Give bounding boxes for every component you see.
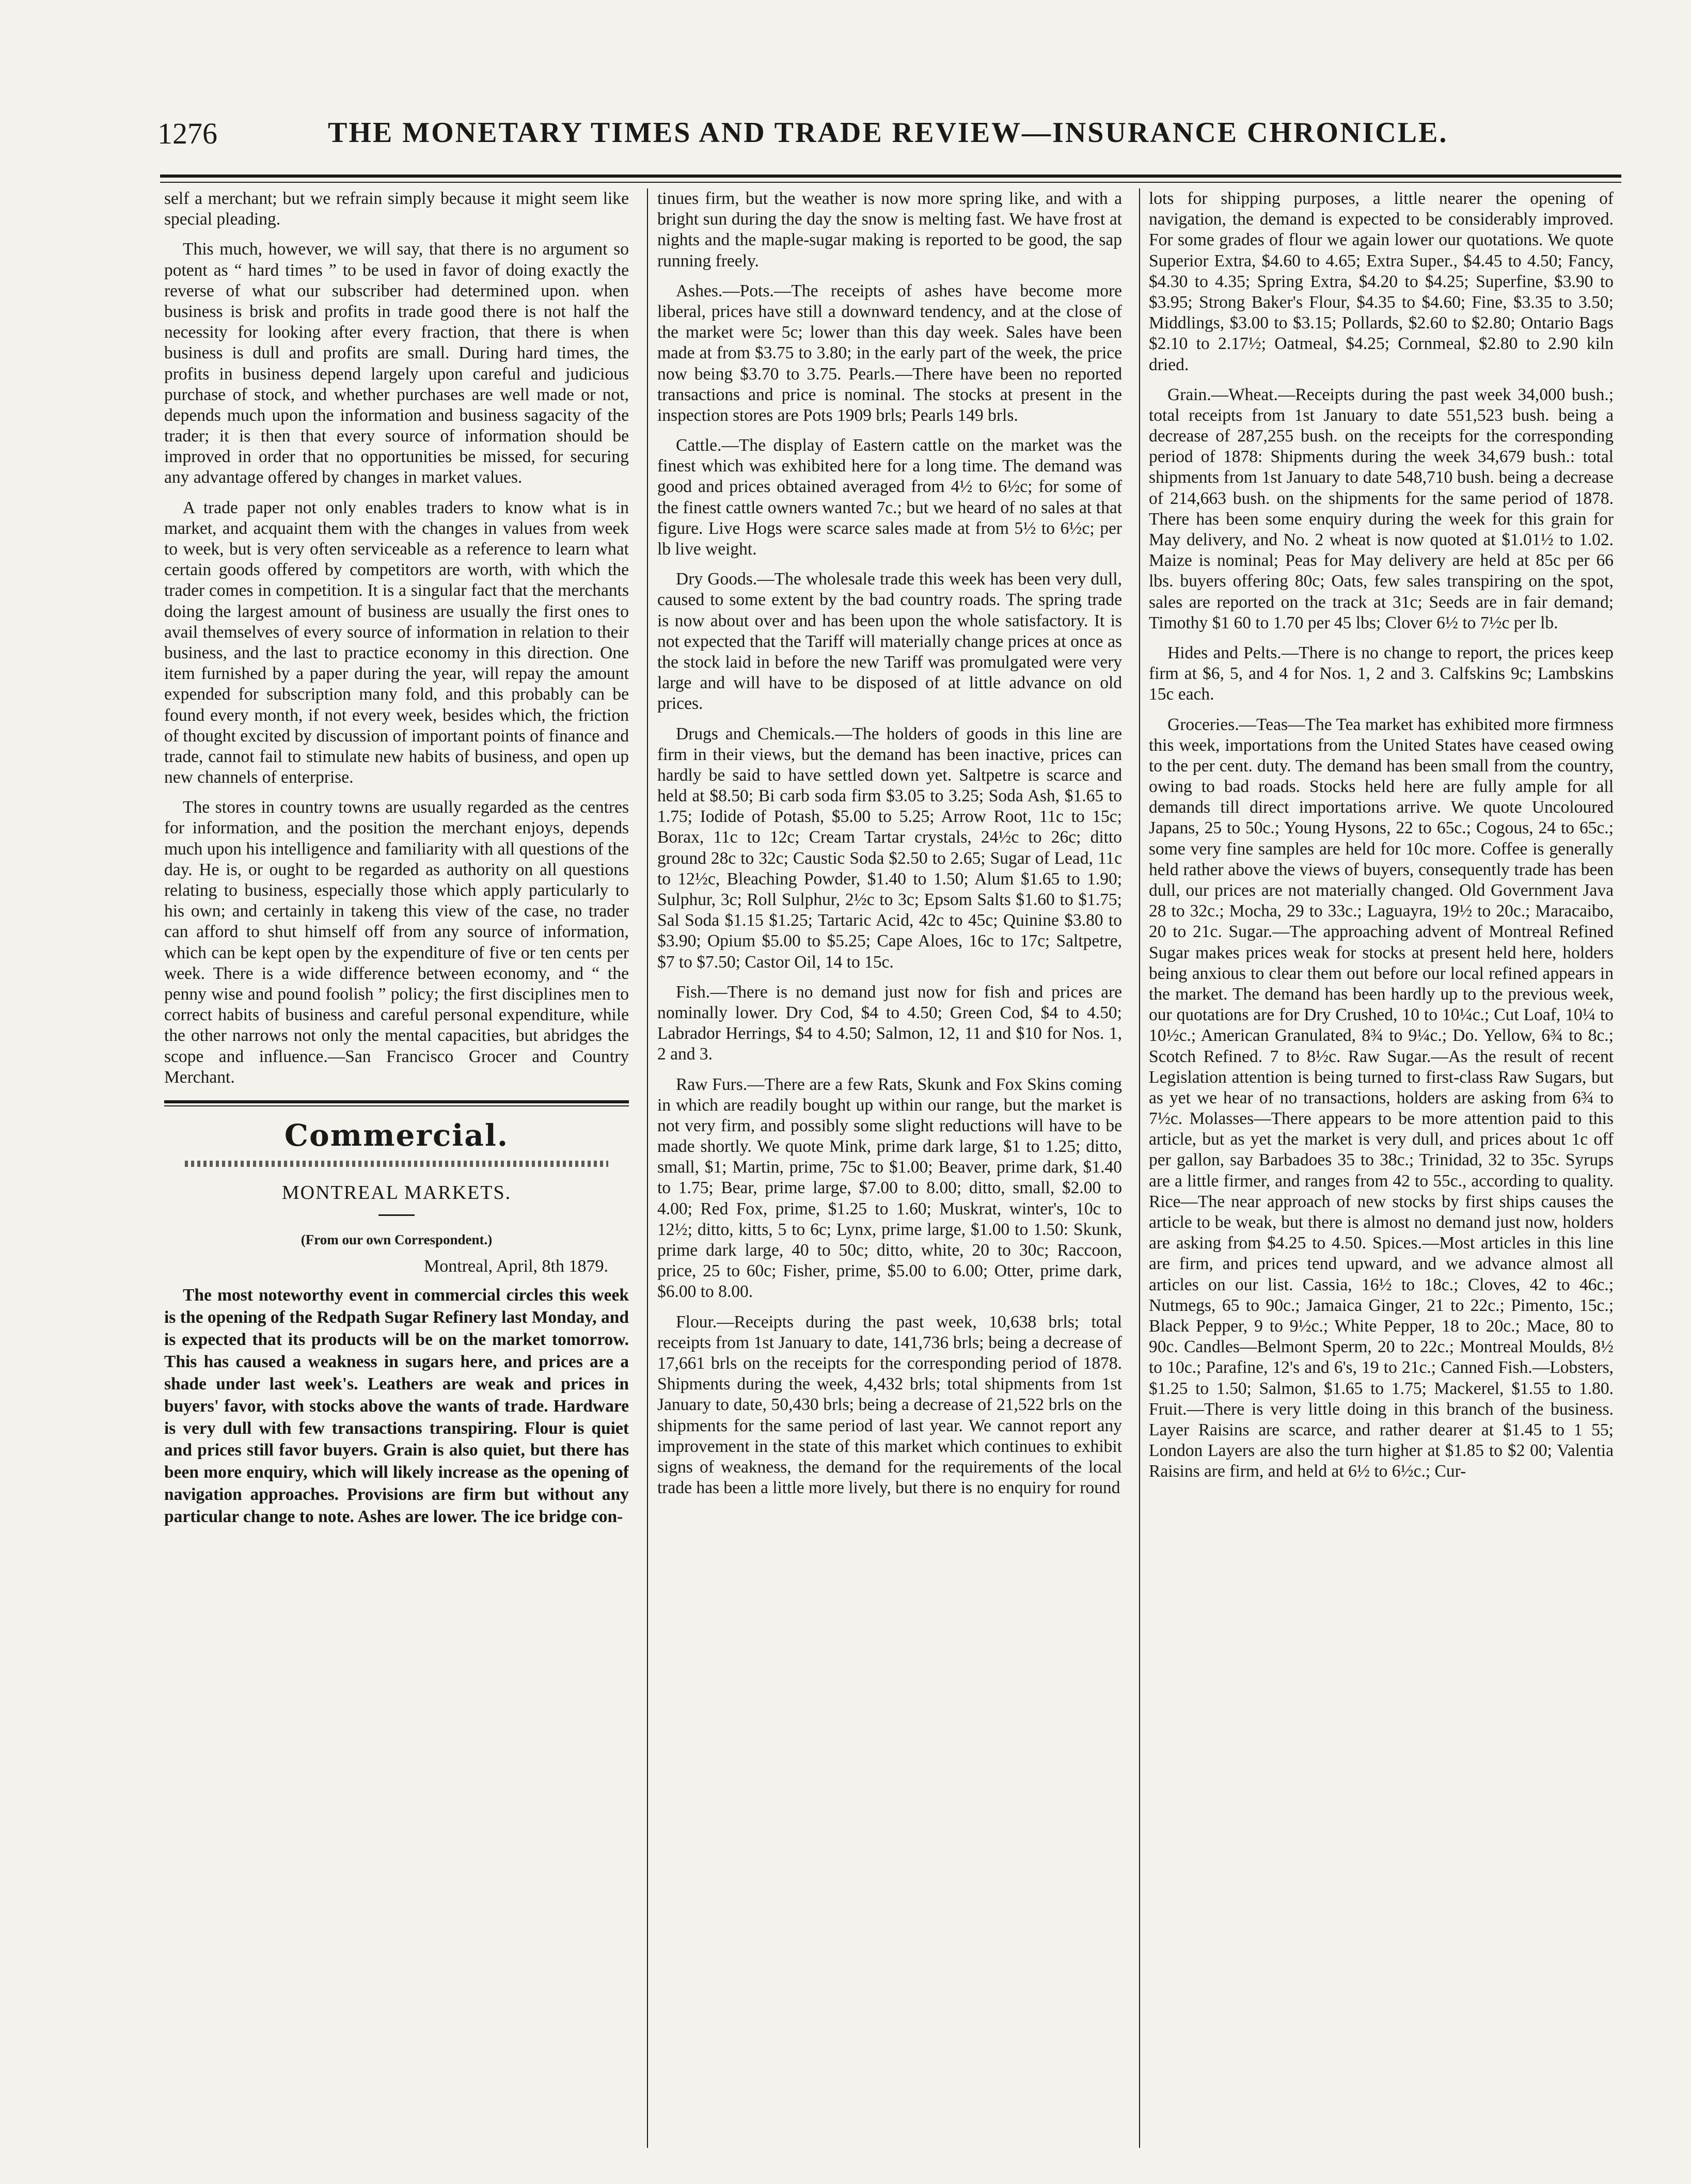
paragraph: lots for shipping purposes, a little nearer the opening of navigation, the demand is expected to be considerably improved. For some grades of flour we again lower our quotations. We quote Superior Extra, $4.60 to 4.65; Extra Super., $4.45 to 4.50; Fancy, $4.30 to 4.35; Spring Extra, $4.20 to $4.25; Superfine, $3.90 to $3.95; Strong Baker's Flour, $4.35 to $4.60; Fine, $3.35 to 3.50; Middlings, $3.00 to $3.15; Pollards, $2.60 to $2.80; Ontario Bags $2.10 to 2.17½; Oatmeal, $4.25; Cornmeal, $2.80 to 2.90 kiln dried.: [1149, 189, 1614, 374]
fish-paragraph: Fish.—There is no demand just now for fish and prices are nominally lower. Dry Cod, $4 to 4.50; Green Cod, $4 to 4.50; Labrador Herrings, $4 to 4.50; Salmon, 12, 11 and $10 for Nos. 1, 2 and 3.: [657, 982, 1122, 1064]
dateline: Montreal, April, 8th 1879.: [424, 1257, 608, 1276]
dry-goods-paragraph: Dry Goods.—The wholesale trade this week has been very dull, caused to some extent by the bad country roads. The spring trade is now about over and has been upon the whole satisfactory. It is not expected that the Tariff will materially change prices at once as the stock laid in before the new Tariff was promulgated were very large and will have to be disposed of at little advance on old prices.: [657, 569, 1122, 714]
short-divider: [378, 1214, 415, 1216]
paragraph: The most noteworthy event in commercial circles this week is the opening of the Redpath Sugar Refinery last Monday, and is expected that its products will be on the market tomorrow. This has caused a weakness in sugars here, and prices are a shade under last week's. Leathers are weak and prices in buyers' favor, with stocks above the wants of trade. Hardware is very dull with few transactions transpiring. Flour is quiet and prices still favor buyers. Grain is also quiet, but there has been more enquiry, which will likely increase as the opening of navigation approaches. Provisions are firm but without any particular change to note. Ashes are lower. The ice bridge con-: [164, 1286, 629, 1526]
hides-paragraph: Hides and Pelts.—There is no change to report, the prices keep firm at $6, 5, and 4 for Nos. 1, 2 and 3. Calfskins 9c; Lambskins 15c each.: [1149, 643, 1614, 704]
grain-paragraph: Grain.—Wheat.—Receipts during the past week 34,000 bush.; total receipts from 1st January to date 551,523 bush. being a decrease of 287,255 bush. on the receipts for the corresponding period of 1878: Shipments during the week 34,679 bush.: total shipments from 1st January to date 548,710 bush. being a decrease of 214,663 bush. on the shipments for the same period of 1878. There has been some enquiry during the week for this grain for May delivery, and No. 2 wheat is now quoted at $1.01½ to 1.02. Maize is nominal; Peas for May delivery are held at 85c per 66 lbs. buyers offering 80c; Oats, few sales transpiring on the spot, sales are reported on the track at 31c; Seeds are in fair demand; Timothy $1 60 to 1.70 per 45 lbs; Clover 6½ to 7½c per lb.: [1149, 385, 1614, 632]
cattle-paragraph: Cattle.—The display of Eastern cattle on the market was the finest which was exhibited here for a long time. The demand was good and prices obtained averaged from 4½ to 6½c; for some of the finest cattle owners wanted 7c.; but we heard of no sales at that figure. Live Hogs were scarce sales made at from 5½ to 6½c; per lb live weight.: [657, 436, 1122, 559]
column-1: [164, 188, 629, 2145]
groceries-paragraph: Groceries.—Teas—The Tea market has exhibited more firmness this week, importations from the United States have ceased owing to the per cent. duty. The demand has been small from the country, owing to bad roads. Stocks held here are fully ample for all demands till direct importations arrive. We quote Uncoloured Japans, 25 to 50c.; Young Hysons, 22 to 65c.; Cogous, 24 to 65c.; some very fine samples are held for 10c more. Coffee is generally held rather above the views of buyers, consequently trade has been dull, our prices are not materially changed. Old Government Java 28 to 32c.; Mocha, 29 to 33c.; Laguayra, 19½ to 20c.; Maracaibo, 20 to 21c. Sugar.—The approaching advent of Montreal Refined Sugar makes prices weak for stocks at present held here, holders being anxious to clear them out before our local refined appears in the market. The demand has been hardly up to the previous week, our quotations are for Dry Crushed, 10 to 10¼c.; Cut Loaf, 10¼ to 10½c.; American Granulated, 8¾ to 9¼c.; Do. Yellow, 6¾ to 8c.; Scotch Refined. 7 to 8½c. Raw Sugar.—As the result of recent Legislation attention is being turned to first-class Raw Sugars, but as yet we hear of no transactions, holders are asking from 6¾ to 7½c. Molasses—There appears to be more attention paid to this article, but as yet the market is very dull, and prices about 1c off per gallon, say Barbadoes 35 to 38c.; Trinidad, 32 to 35c. Syrups are a little firmer, and ranges from 42 to 55c., according to quality. Rice—The near approach of new stocks by first ships causes the article to be weak, but there is almost no demand just now, holders are asking from $4.25 to 4.50. Spices.—Most articles in this line are firm, and prices tend upward, and we advance almost all articles on our list. Cassia, 16½ to 18c.; Cloves, 42 to 46c.; Nutmegs, 65 to 90c.; Jamaica Ginger, 21 to 22c.; Pimento, 15c.; Black Pepper, 9 to 9½c.; White Pepper, 18 to 20c.; Mace, 80 to 90c. Candles—Belmont Sperm, 20 to 22c.; Montreal Moulds, 8½ to 10c.; Parafine, 12's and 6's, 19 to 21c.; Canned Fish.—Lobsters, $1.25 to 1.50; Salmon, $1.65 to 1.75; Mackerel, $1.55 to 1.80. Fruit.—There is very little doing in this branch of the business. Layer Raisins are scarce, and rather dearer at $1.45 to 1 55; London Layers are also the turn higher at $1.85 to $2 00; Valentia Raisins are firm, and held at 6½ to 6½c.; Cur-: [1149, 715, 1614, 1481]
column-divider: [1139, 188, 1140, 2148]
page-header: [157, 116, 1577, 165]
column-3: [1149, 188, 1614, 2145]
header-rule-thin: [160, 182, 1621, 183]
wavy-divider: [185, 1161, 608, 1167]
section-rule-thin: [164, 1105, 629, 1106]
correspondent-note: (From our own Correspondent.): [301, 1232, 493, 1248]
column-2: [657, 188, 1122, 2145]
paragraph: The stores in country towns are usually regarded as the centres for information, and the position the merchant enjoys, depends much upon his intelligence and familiarity with all questions of the day. He is, or ought to be regarded as authority on all questions relating to business, especially those which apply particularly to his own; and certainly in takeng this view of the case, no trader can afford to shut himself off from any source of information, which can be kept open by the expenditure of five or ten cents per week. There is a wide difference between economy, and “ the penny wise and pound foolish ” policy; the first disciplines men to correct habits of business and careful personal expenditure, while the other narrows not only the mental capacities, but abridges the scope and influence.—San Francisco Grocer and Country Merchant.: [164, 798, 629, 1087]
paragraph: This much, however, we will say, that there is no argument so potent as “ hard times ” to be used in favor of doing exactly the reverse of what our subscriber had determined upon. when business is brisk and profits in trade good there is not half the necessity for looking after every fraction, that there is when business is dull and profits are small. During hard times, the profits in business depend largely upon careful and judicious purchase of stock, and whether purchases are well made or not, depends much upon the information and business sagacity of the trader; it is then that every source of information should be improved in order that no opportunities be missed, for securing any advantage offered by changes in market values.: [164, 240, 629, 487]
column-divider: [647, 188, 648, 2148]
flour-paragraph: Flour.—Receipts during the past week, 10,638 brls; total receipts from 1st January to date, 141,736 brls; being a decrease of 17,661 brls on the receipts for the corresponding period of 1878. Shipments during the week, 4,432 brls; total shipments from 1st January to date, 50,430 brls; being a decrease of 21,522 brls on the shipments for the same period of last year. We cannot report any improvement in the state of this market which continues to exhibit signs of weakness, the demand for the requirements of the local trade has been a little more lively, but there is no enquiry for round: [657, 1312, 1122, 1498]
header-rule: [160, 175, 1621, 178]
ashes-paragraph: Ashes.—Pots.—The receipts of ashes have become more liberal, prices have still a downward tendency, and at the close of the market were 5c; lower than this day week. Sales have been made at from $3.75 to 3.80; in the early part of the week, the price now being $3.70 to 3.75. Pearls.—There have been no reported transactions and price is nominal. The stocks at present in the inspection stores are Pots 1909 brls; Pearls 149 brls.: [657, 281, 1122, 425]
section-rule: [164, 1100, 629, 1103]
raw-furs-paragraph: Raw Furs.—There are a few Rats, Skunk and Fox Skins coming in which are readily bought up within our range, but the market is not very firm, and possibly some slight reductions will have to be made shortly. We quote Mink, prime dark large, $1 to 1.25; ditto, small, $1; Martin, prime, 75c to $1.00; Beaver, prime dark, $1.40 to 1.75; Bear, prime large, $7.00 to 8.00; ditto, small, $2.00 to 4.00; Red Fox, prime, $1.25 to 1.60; Muskrat, winter's, 10c to 12½; ditto, kitts, 5 to 6c; Lynx, prime large, $1.00 to 1.50: Skunk, prime dark large, 40 to 50c; ditto, white, 20 to 30c; Raccoon, price, 25 to 60c; Fisher, prime, $5.00 to 6.00; Otter, prime dark, $6.00 to 8.00.: [657, 1074, 1122, 1302]
paragraph: A trade paper not only enables traders to know what is in market, and acquaint them with the changes in values from week to week, but is very often serviceable as a reference to learn what certain goods offered by competitors are worth, with which the trader comes in competition. It is a singular fact that the merchants doing the largest amount of business are usually the first ones to avail themselves of every source of information in relation to their business, and the last to practice economy in this direction. One item furnished by a paper during the year, will repay the amount expended for subscription many fold, and this probably can be found every month, if not every week, besides which, the friction of thought excited by discussion of important points of finance and trade, cannot fail to stimulate new habits of business, and open up new channels of enterprise.: [164, 498, 629, 787]
paragraph: self a merchant; but we refrain simply because it might seem like special pleading.: [164, 189, 629, 229]
page-number: 1276: [157, 117, 217, 150]
drugs-paragraph: Drugs and Chemicals.—The holders of goods in this line are firm in their views, but the demand has been inactive, prices can hardly be said to have settled down yet. Saltpetre is scarce and held at $8.50; Bi carb soda firm $3.05 to 3.25; Soda Ash, $1.65 to 1.75; Iodide of Potash, $5.00 to 5.25; Arrow Root, 11c to 15c; Borax, 11c to 12c; Cream Tartar crystals, 24½c to 26c; ditto ground 28c to 32c; Caustic Soda $2.50 to 2.65; Sugar of Lead, 11c to 12½c, Bleaching Powder, $1.40 to 1.50; Alum $1.65 to 1.90; Sulphur, 3c; Roll Sulphur, 2½c to 3c; Epsom Salts $1.60 to $1.75; Sal Soda $1.15 $1.25; Tartaric Acid, 42c to 45c; Quinine $3.80 to $3.90; Opium $5.00 to $5.25; Cape Aloes, 16c to 17c; Saltpetre, $7 to $7.50; Castor Oil, 14 to 15c.: [657, 724, 1122, 972]
running-title: THE MONETARY TIMES AND TRADE REVIEW—INSURANCE CHRONICLE.: [328, 117, 1448, 149]
commercial-heading: Commercial.: [284, 1117, 509, 1153]
paragraph: tinues firm, but the weather is now more spring like, and with a bright sun during the day the snow is melting fast. We have frost at nights and the maple-sugar making is reported to be good, the sap running freely.: [657, 189, 1122, 271]
markets-heading: MONTREAL MARKETS.: [281, 1182, 512, 1204]
